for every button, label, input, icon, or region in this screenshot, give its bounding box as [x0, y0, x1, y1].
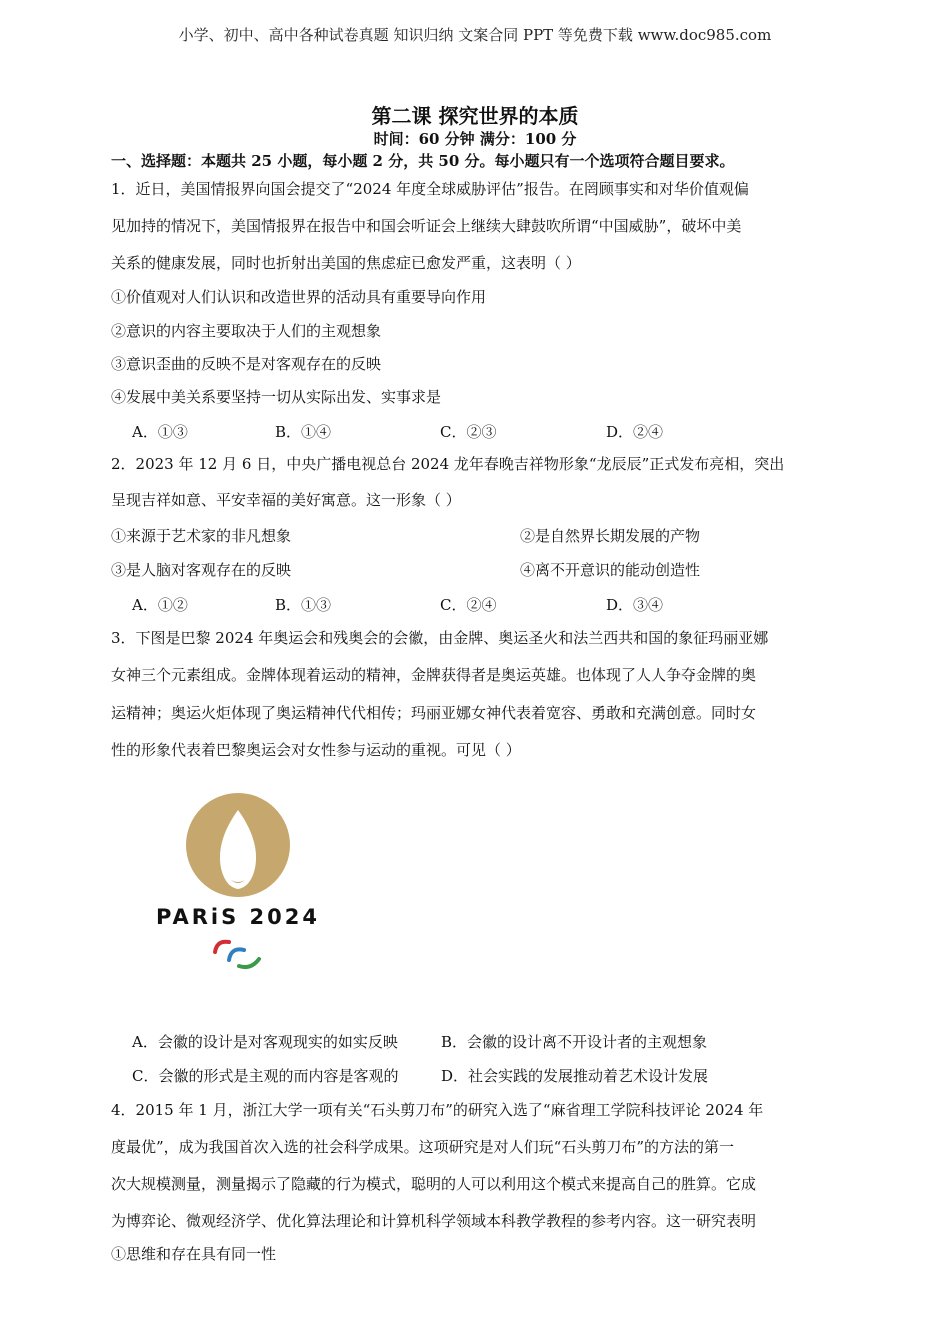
q1-statement: ②意识的内容主要取决于人们的主观想象 [111, 322, 382, 340]
q2-statement: ④离不开意识的能动创造性 [520, 561, 701, 579]
site-header: 小学、初中、高中各种试卷真题 知识归纳 文案合同 PPT 等免费下载 www.doc985.com [178, 26, 772, 44]
logo-wordmark: PARiS 2024 [156, 905, 320, 929]
q1-statement: ④发展中美关系要坚持一切从实际出发、实事求是 [111, 388, 442, 406]
q1-option-b[interactable]: B．①④ [275, 423, 332, 441]
q1-option-a[interactable]: A．①③ [132, 423, 188, 441]
q2-option-b[interactable]: B．①③ [275, 596, 332, 614]
q4-text-line: 为博弈论、微观经济学、优化算法理论和计算机科学领域本科教学教程的参考内容。这一研究表明 [111, 1212, 757, 1230]
q1-text-line: 见加持的情况下，美国情报界在报告中和国会听证会上继续大肆鼓吹所谓“中国威胁”，破坏中美 [111, 217, 742, 235]
q3-text-line: 性的形象代表着巴黎奥运会对女性参与运动的重视。可见（ ） [111, 741, 521, 759]
q2-option-a[interactable]: A．①② [132, 596, 188, 614]
q3-text-line: 3．下图是巴黎 2024 年奥运会和残奥会的会徽，由金牌、奥运圣火和法兰西共和国的象征玛丽亚娜 [111, 629, 769, 647]
q2-option-c[interactable]: C．②④ [440, 596, 497, 614]
q1-text-line: 1．近日，美国情报界向国会提交了“2024 年度全球威胁评估”报告。在罔顾事实和对华价值观偏 [111, 180, 749, 198]
q1-statement: ①价值观对人们认识和改造世界的活动具有重要导向作用 [111, 288, 487, 306]
exam-info: 时间：60 分钟 满分：100 分 [373, 130, 577, 148]
q3-option-b[interactable]: B．会徽的设计离不开设计者的主观想象 [441, 1033, 708, 1051]
q1-option-c[interactable]: C．②③ [440, 423, 497, 441]
q4-text-line: 度最优”，成为我国首次入选的社会科学成果。这项研究是对人们玩“石头剪刀布”的方法的第一 [111, 1138, 735, 1156]
q3-option-a[interactable]: A．会徽的设计是对客观现实的如实反映 [132, 1033, 398, 1051]
page-title: 第二课 探究世界的本质 [371, 104, 579, 128]
q2-option-d[interactable]: D．③④ [606, 596, 664, 614]
q1-statement: ③意识歪曲的反映不是对客观存在的反映 [111, 355, 382, 373]
q3-text-line: 运精神；奥运火炬体现了奥运精神代代相传；玛丽亚娜女神代表着宽容、勇敢和充满创意。同时女 [111, 704, 757, 722]
q2-text-line: 呈现吉祥如意、平安幸福的美好寓意。这一形象（ ） [111, 491, 461, 509]
q3-option-d[interactable]: D．社会实践的发展推动着艺术设计发展 [441, 1067, 709, 1085]
section-heading: 一、选择题：本题共 25 小题，每小题 2 分，共 50 分。每小题只有一个选项符合题目要求。 [111, 152, 735, 170]
paris-2024-logo [155, 790, 325, 985]
q4-text-line: 次大规模测量，测量揭示了隐藏的行为模式，聪明的人可以利用这个模式来提高自己的胜算。它成 [111, 1175, 757, 1193]
q4-statement: ①思维和存在具有同一性 [111, 1245, 277, 1263]
q2-text-line: 2．2023 年 12 月 6 日，中央广播电视总台 2024 龙年春晚吉祥物形象“龙辰辰”正式发布亮相，突出 [111, 455, 785, 473]
q2-statement: ①来源于艺术家的非凡想象 [111, 527, 292, 545]
paris-2024-emblem-icon [155, 790, 325, 985]
q3-option-c[interactable]: C．会徽的形式是主观的而内容是客观的 [132, 1067, 399, 1085]
q1-text-line: 关系的健康发展，同时也折射出美国的焦虑症已愈发严重，这表明（ ） [111, 254, 581, 272]
q2-statement: ③是人脑对客观存在的反映 [111, 561, 292, 579]
q1-option-d[interactable]: D．②④ [606, 423, 664, 441]
q3-text-line: 女神三个元素组成。金牌体现着运动的精神，金牌获得者是奥运英雄。也体现了人人争夺金牌的奥 [111, 666, 757, 684]
q2-statement: ②是自然界长期发展的产物 [520, 527, 701, 545]
q4-text-line: 4．2015 年 1 月，浙江大学一项有关“石头剪刀布”的研究入选了“麻省理工学院科技评论 2024 年 [111, 1101, 764, 1119]
